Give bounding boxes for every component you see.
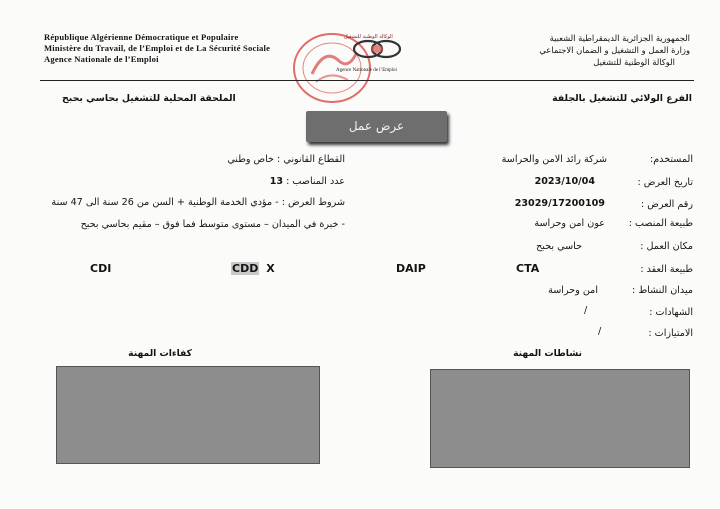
privileges-value: / (598, 326, 602, 337)
privileges-label: الامتيازات : (648, 328, 693, 339)
certificates-label: الشهادات : (649, 307, 693, 318)
stamp-top-text: الوكالة الوطنية للتشغيل (344, 34, 393, 40)
contract-type-label: طبيعة العقد : (640, 264, 693, 275)
certificates-value: / (584, 305, 588, 316)
header-ar-line3: الوكالة الوطنية للتشغيل (593, 57, 675, 67)
branch-left: الملحقة المحلية للتشغيل بحاسي بحبح (62, 93, 236, 104)
positions-count-label: عدد المناصب : (286, 176, 345, 187)
conditions-line1: - مؤدي الخدمة الوطنية + السن من 26 سنة الى 47 سنة (51, 197, 279, 208)
employer-label: المستخدم: (650, 154, 693, 165)
legal-sector-label: القطاع القانوني : (277, 154, 345, 165)
offer-number-value: 23029/17200109 (514, 198, 605, 209)
position-type-label: طبيعة المنصب : (628, 218, 693, 229)
option-cdd (231, 262, 275, 275)
offer-date-value: 2023/10/04 (534, 176, 595, 187)
header-divider (40, 80, 694, 81)
activity-field-label: ميدان النشاط : (632, 285, 693, 296)
activity-field-value: امن وحراسة (548, 285, 598, 296)
workplace-label: مكان العمل : (640, 241, 693, 252)
header-ar-line2: وزارة العمل و التشغيل و الضمان الاجتماعي (539, 45, 690, 55)
option-cdi: CDI (90, 262, 112, 275)
offer-number-label: رقم العرض : (640, 199, 693, 210)
conditions-row (51, 197, 345, 208)
competencies-redacted-box (56, 366, 320, 464)
positions-count-row (270, 176, 345, 187)
activities-redacted-box (430, 369, 690, 468)
competencies-heading: كفاءات المهنة (128, 348, 192, 359)
position-type-value: عون امن وحراسة (534, 218, 605, 229)
offer-date-label: تاريخ العرض : (637, 177, 693, 188)
header-fr-line2: Ministère du Travail, de l’Emploi et de La Sécurité Sociale (44, 43, 271, 53)
conditions-label: شروط العرض : (281, 197, 345, 208)
employer-value: شركة رائد الامن والحراسة (501, 154, 607, 165)
option-cdd-mark: X (266, 262, 275, 275)
positions-count-value: 13 (269, 176, 284, 187)
contract-type-value: CTA (516, 262, 540, 275)
branch-right: الفرع الولائي للتشغيل بالجلفة (552, 93, 692, 104)
offer-title: عرض عمل (348, 119, 405, 133)
workplace-value: حاسي بحبح (536, 241, 582, 252)
conditions-line2: - خبرة في الميدان – مستوى متوسط فما فوق – مقيم بحاسي بحبح (80, 219, 345, 230)
header-fr-line3: Agence Nationale de l’Emploi (44, 54, 159, 64)
header-ar-line1: الجمهورية الجزائرية الديمقراطية الشعبية (549, 33, 690, 43)
agency-stamp (290, 30, 408, 112)
legal-sector-value: خاص وطني (227, 154, 274, 165)
legal-sector-row (227, 154, 345, 165)
activities-heading: نشاطات المهنة (513, 348, 582, 359)
stamp-bottom-text: Agence Nationale de l’Emploi (336, 68, 397, 73)
header-fr-line1: République Algérienne Démocratique et Populaire (44, 32, 239, 42)
option-cdd-label: CDD (232, 262, 259, 275)
offer-title-bar (306, 111, 447, 142)
option-daip: DAIP (396, 262, 426, 275)
